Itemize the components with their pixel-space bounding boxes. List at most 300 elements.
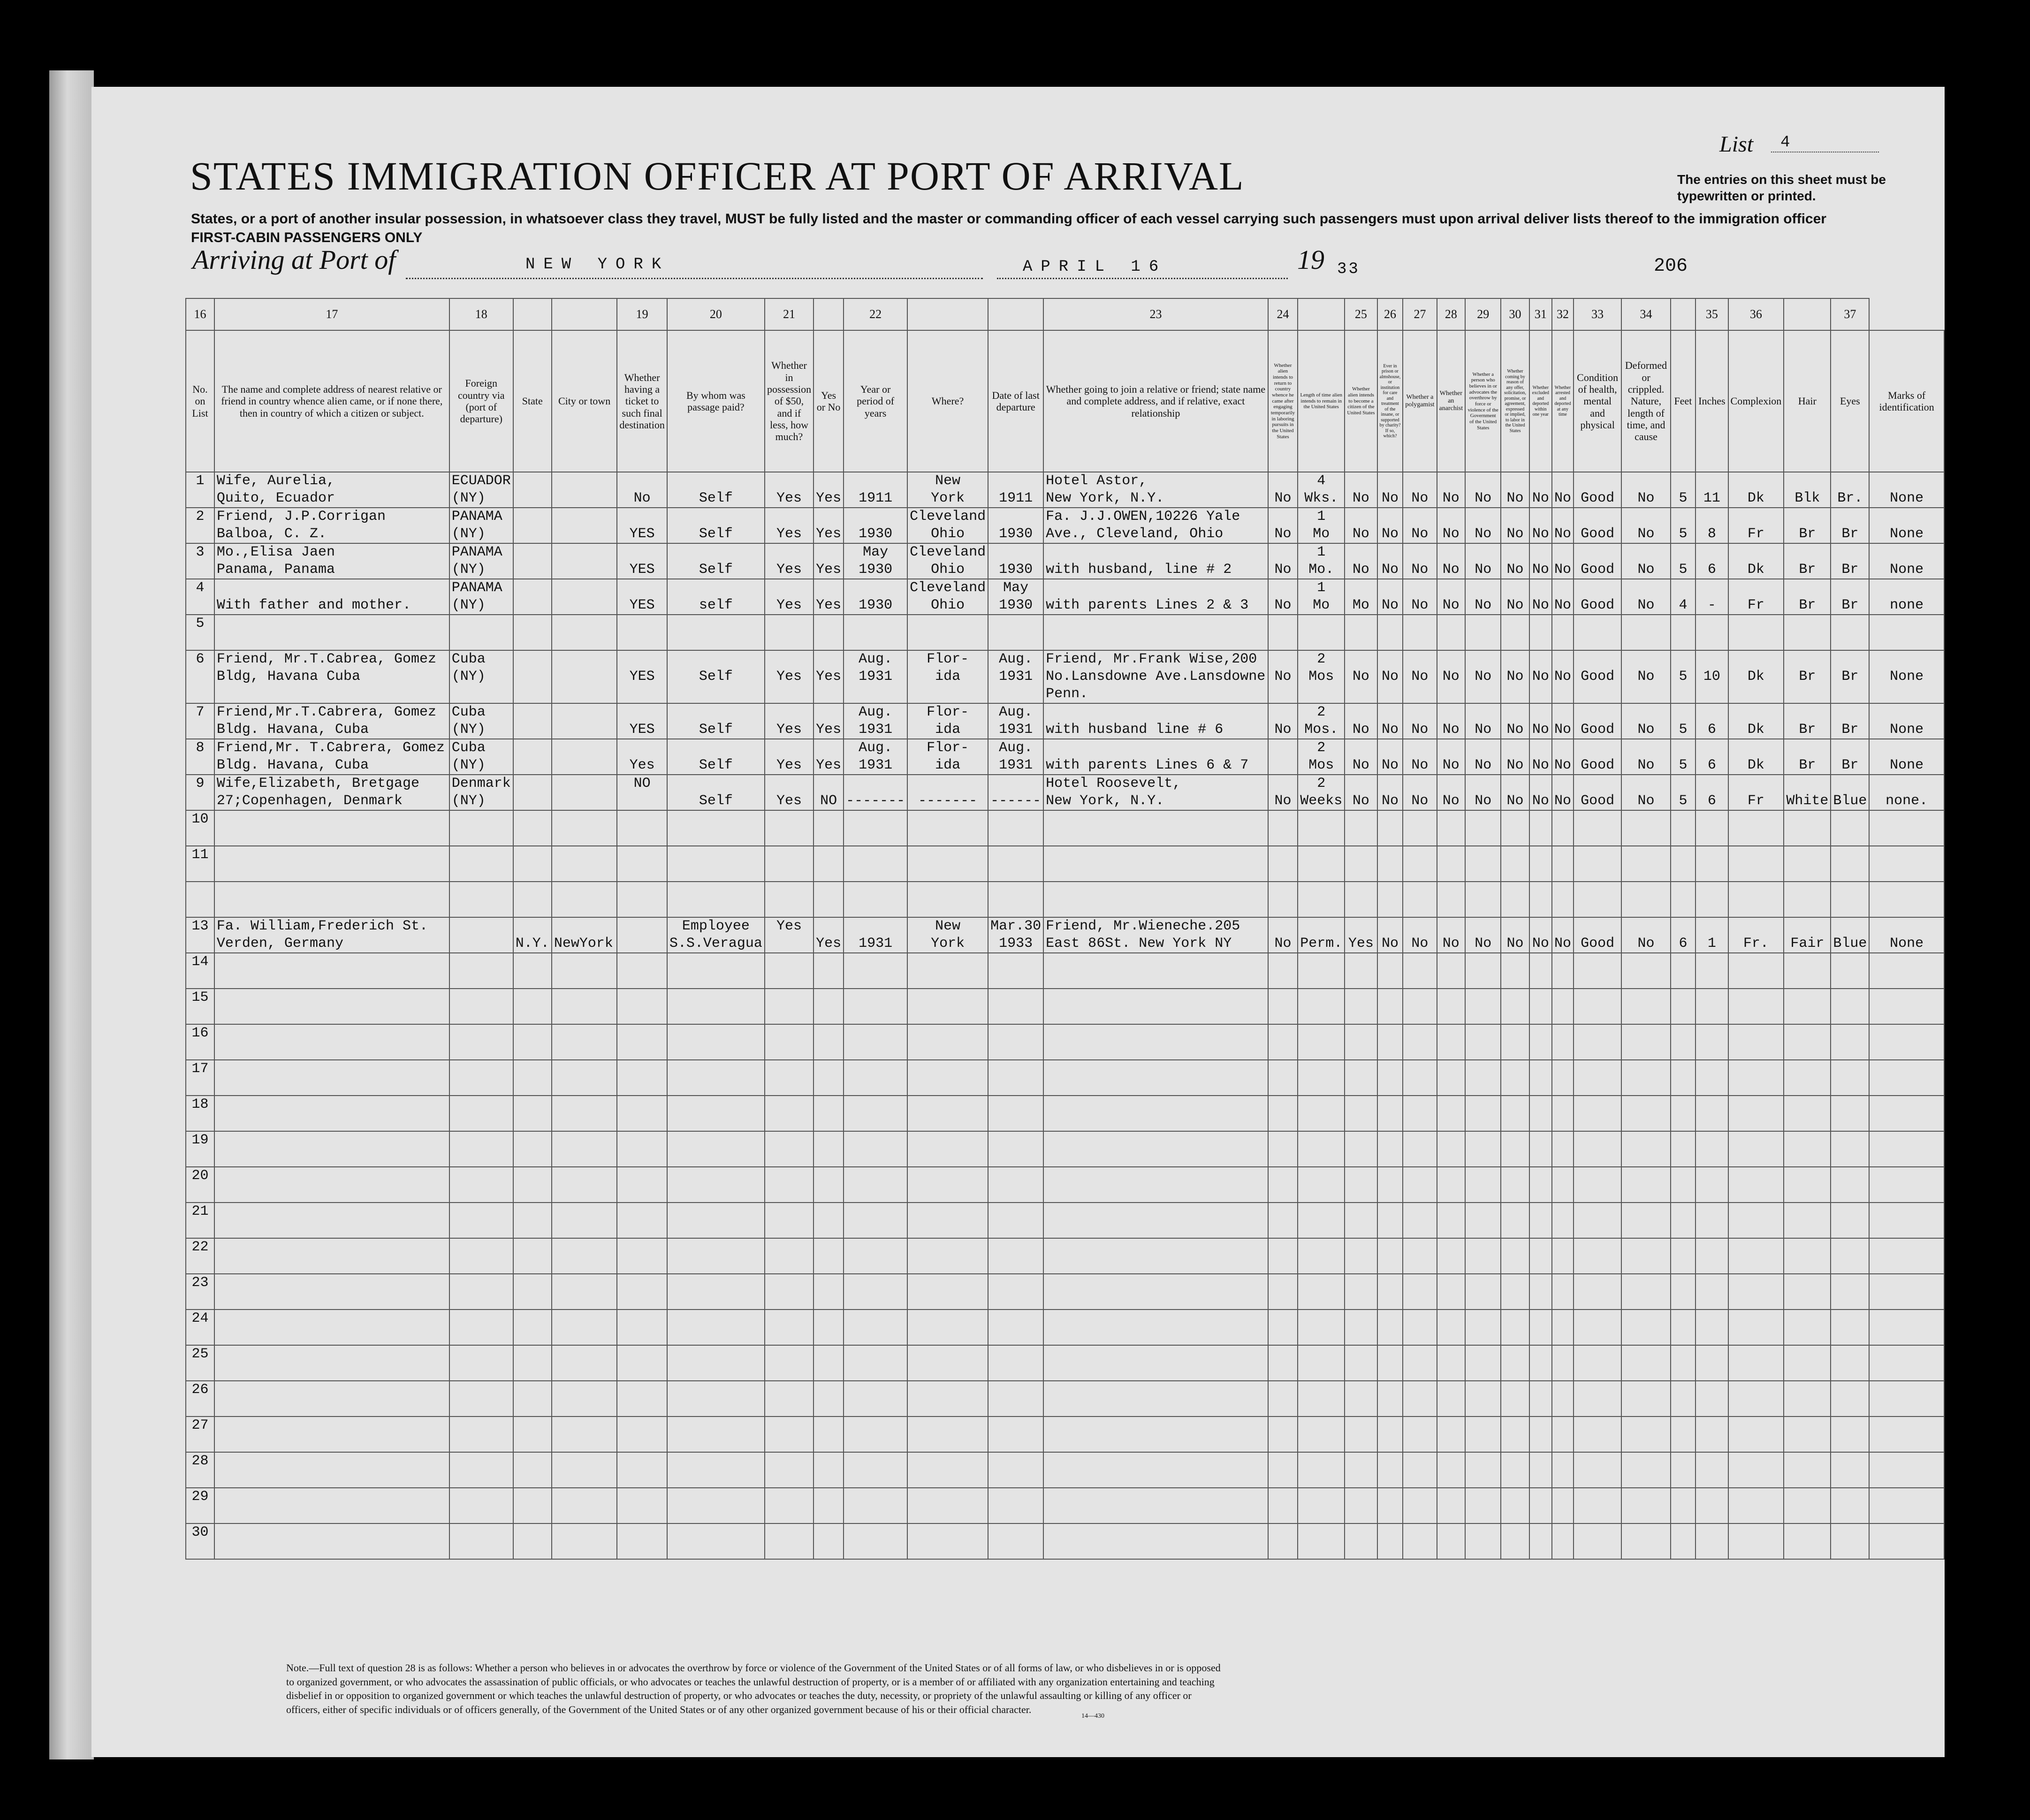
cell-money: [765, 1488, 814, 1523]
cell-hair-color: [1784, 989, 1831, 1024]
cell-labor-offer: No: [1501, 508, 1529, 543]
cell-purpose-length: [1298, 882, 1345, 917]
cell-money: [765, 989, 814, 1024]
cell-purpose-citizen: [1345, 1523, 1377, 1559]
cell-foreign-via: Cuba (NY): [449, 739, 513, 775]
cell-overthrow: [1465, 810, 1501, 846]
cell-dest-city: [552, 1238, 617, 1274]
cell-height-inches: -: [1695, 579, 1728, 615]
cell-list-number: 30: [186, 1523, 214, 1559]
cell-labor-offer: [1501, 1096, 1529, 1131]
cell-join-relative: [1043, 1203, 1268, 1238]
cell-deported: No: [1552, 650, 1574, 703]
cell-identification-marks: [1869, 1523, 1944, 1559]
cell-purpose-return: [1268, 1274, 1298, 1310]
cell-health: [1574, 1416, 1621, 1452]
cell-join-relative: Fa. J.J.OWEN,10226 Yale Ave., Cleveland, Ohio: [1043, 508, 1268, 543]
header-money: Whether in possession of $50, and if less, how much?: [765, 330, 814, 472]
cell-excluded: [1529, 953, 1552, 989]
cell-height-inches: 6: [1695, 543, 1728, 579]
cell-deported: No: [1552, 703, 1574, 739]
cell-labor-offer: [1501, 882, 1529, 917]
cell-passage-paid: [667, 1274, 765, 1310]
cell-relative-address: [214, 1238, 449, 1274]
cell-overthrow: [1465, 1167, 1501, 1203]
table-row: [186, 703, 1944, 739]
cell-money: [765, 1381, 814, 1416]
cell-identification-marks: [1869, 1381, 1944, 1416]
cell-height-feet: [1671, 1416, 1695, 1452]
table-row: [186, 1345, 1944, 1381]
table-row: [186, 917, 1944, 953]
header-relative-address: The name and complete address of nearest relative or friend in country whence alien came, or if none there, then in country of which a citizen or subject.: [214, 330, 449, 472]
cell-eye-color: Blue: [1831, 775, 1869, 810]
cell-before-date: [988, 1381, 1043, 1416]
cell-list-number: 26: [186, 1381, 214, 1416]
cell-dest-city: [552, 882, 617, 917]
cell-hair-color: Br: [1784, 739, 1831, 775]
cell-prison: [1377, 989, 1403, 1024]
cell-dest-city: [552, 775, 617, 810]
cell-identification-marks: None: [1869, 472, 1944, 508]
cell-labor-offer: [1501, 1523, 1529, 1559]
cell-anarchist: No: [1437, 739, 1466, 775]
cell-join-relative: [1043, 1024, 1268, 1060]
cell-ticket: [617, 1274, 667, 1310]
cell-overthrow: [1465, 1452, 1501, 1488]
cell-purpose-citizen: No: [1345, 739, 1377, 775]
header-overthrow: Whether a person who believes in or advocates the overthrow by force or violence of the Government of the United States: [1465, 330, 1501, 472]
cell-purpose-length: Perm.: [1298, 917, 1345, 953]
cell-before-date: Aug. 1931: [988, 739, 1043, 775]
cell-overthrow: [1465, 1096, 1501, 1131]
cell-deported: [1552, 1274, 1574, 1310]
cell-hair-color: [1784, 1131, 1831, 1167]
cell-relative-address: [214, 615, 449, 650]
cell-health: [1574, 882, 1621, 917]
cell-ticket: [617, 1096, 667, 1131]
cell-health: Good: [1574, 775, 1621, 810]
cell-health: [1574, 989, 1621, 1024]
cell-relative-address: [214, 1488, 449, 1523]
cell-height-inches: 6: [1695, 775, 1728, 810]
cell-dest-state: [513, 1488, 552, 1523]
column-number: 35: [1695, 298, 1728, 330]
cell-identification-marks: None: [1869, 917, 1944, 953]
cell-purpose-citizen: [1345, 846, 1377, 882]
cell-before-year: -------: [844, 775, 907, 810]
cell-eye-color: [1831, 810, 1869, 846]
cell-overthrow: No: [1465, 650, 1501, 703]
header-polygamist: Whether a polygamist: [1403, 330, 1437, 472]
cell-relative-address: [214, 1452, 449, 1488]
cell-health: [1574, 615, 1621, 650]
cell-deported: No: [1552, 543, 1574, 579]
cell-relative-address: [214, 1381, 449, 1416]
cell-anarchist: No: [1437, 917, 1466, 953]
cell-before-date: Aug. 1931: [988, 703, 1043, 739]
table-row: [186, 989, 1944, 1024]
cell-labor-offer: [1501, 1345, 1529, 1381]
cell-foreign-via: [449, 1488, 513, 1523]
cell-identification-marks: [1869, 1416, 1944, 1452]
cell-money: [765, 1274, 814, 1310]
table-row: [186, 1452, 1944, 1488]
cell-list-number: 8: [186, 739, 214, 775]
header-before-where: Where?: [907, 330, 988, 472]
cell-before-date: Aug. 1931: [988, 650, 1043, 703]
cell-before-yesno: [814, 1096, 844, 1131]
cell-height-inches: [1695, 1274, 1728, 1310]
cell-height-feet: 5: [1671, 739, 1695, 775]
cell-anarchist: No: [1437, 472, 1466, 508]
cell-excluded: [1529, 1131, 1552, 1167]
cell-prison: [1377, 1238, 1403, 1274]
cell-before-yesno: [814, 615, 844, 650]
cell-prison: No: [1377, 703, 1403, 739]
cell-prison: [1377, 846, 1403, 882]
cell-dest-state: [513, 739, 552, 775]
cell-before-year: 1911: [844, 472, 907, 508]
cell-complexion: [1728, 1274, 1784, 1310]
cell-before-where: Cleveland Ohio: [907, 508, 988, 543]
cell-money: [765, 1060, 814, 1096]
cell-height-inches: [1695, 1310, 1728, 1345]
cell-before-yesno: [814, 1416, 844, 1452]
cell-identification-marks: [1869, 1452, 1944, 1488]
cell-money: Yes: [765, 543, 814, 579]
cell-hair-color: Br: [1784, 579, 1831, 615]
cell-before-date: [988, 1024, 1043, 1060]
cell-money: [765, 1416, 814, 1452]
cell-foreign-via: PANAMA (NY): [449, 543, 513, 579]
cell-prison: No: [1377, 543, 1403, 579]
cell-prison: [1377, 1345, 1403, 1381]
cell-before-yesno: [814, 1060, 844, 1096]
cell-purpose-return: [1268, 615, 1298, 650]
cell-foreign-via: [449, 917, 513, 953]
cell-health: [1574, 810, 1621, 846]
cell-dest-city: NewYork: [552, 917, 617, 953]
cell-prison: No: [1377, 739, 1403, 775]
cell-before-yesno: Yes: [814, 703, 844, 739]
cell-health: Good: [1574, 739, 1621, 775]
cell-list-number: 4: [186, 579, 214, 615]
cell-before-where: Cleveland Ohio: [907, 579, 988, 615]
cell-purpose-citizen: No: [1345, 543, 1377, 579]
cell-labor-offer: [1501, 1024, 1529, 1060]
cell-ticket: Yes: [617, 739, 667, 775]
cell-before-where: Flor- ida: [907, 739, 988, 775]
cell-money: [765, 1203, 814, 1238]
cell-deformed: [1621, 1381, 1670, 1416]
cell-height-inches: [1695, 615, 1728, 650]
cell-deformed: [1621, 1488, 1670, 1523]
cell-foreign-via: [449, 615, 513, 650]
cell-complexion: [1728, 1024, 1784, 1060]
header-purpose-citizen: Whether alien intends to become a citizen of the United States: [1345, 330, 1377, 472]
cell-dest-state: [513, 615, 552, 650]
cell-prison: [1377, 1096, 1403, 1131]
cell-before-where: [907, 989, 988, 1024]
column-number: 18: [449, 298, 513, 330]
cell-passage-paid: Self: [667, 543, 765, 579]
cell-height-inches: [1695, 1024, 1728, 1060]
cell-before-yesno: Yes: [814, 579, 844, 615]
cell-purpose-length: [1298, 1096, 1345, 1131]
cell-before-date: [988, 1488, 1043, 1523]
header-prison: Ever in prison or almshouse, or institution for care and treatment of the insane, or supported by charity? If so, which?: [1377, 330, 1403, 472]
cell-before-year: 1930: [844, 579, 907, 615]
cell-eye-color: [1831, 989, 1869, 1024]
table-row: [186, 1381, 1944, 1416]
cell-before-yesno: [814, 1274, 844, 1310]
cell-polygamist: No: [1403, 775, 1437, 810]
cell-before-date: [988, 615, 1043, 650]
cell-identification-marks: [1869, 1060, 1944, 1096]
cell-purpose-citizen: [1345, 1416, 1377, 1452]
cell-before-where: [907, 615, 988, 650]
cell-purpose-citizen: [1345, 1452, 1377, 1488]
cell-height-feet: [1671, 1203, 1695, 1238]
cell-eye-color: [1831, 1488, 1869, 1523]
cell-height-inches: [1695, 1238, 1728, 1274]
cell-relative-address: Friend,Mr. T.Cabrera, Gomez Bldg. Havana, Cuba: [214, 739, 449, 775]
header-before-yesno: Yes or No: [814, 330, 844, 472]
cell-relative-address: With father and mother.: [214, 579, 449, 615]
cell-prison: [1377, 1274, 1403, 1310]
header-deported: Whether arrested and deported at any time: [1552, 330, 1574, 472]
cell-purpose-return: [1268, 1488, 1298, 1523]
cell-purpose-length: [1298, 953, 1345, 989]
cell-excluded: [1529, 1238, 1552, 1274]
cell-dest-city: [552, 1416, 617, 1452]
cell-height-feet: [1671, 1131, 1695, 1167]
cell-relative-address: [214, 1416, 449, 1452]
cell-join-relative: [1043, 1167, 1268, 1203]
cell-prison: [1377, 953, 1403, 989]
cell-hair-color: White: [1784, 775, 1831, 810]
cell-before-year: [844, 989, 907, 1024]
cell-excluded: No: [1529, 472, 1552, 508]
cell-purpose-citizen: [1345, 1345, 1377, 1381]
cell-deformed: No: [1621, 543, 1670, 579]
cell-passage-paid: [667, 1060, 765, 1096]
column-number: [513, 298, 552, 330]
cell-height-inches: [1695, 882, 1728, 917]
column-number: 30: [1501, 298, 1529, 330]
cell-relative-address: [214, 1274, 449, 1310]
cell-purpose-return: No: [1268, 917, 1298, 953]
cell-list-number: 28: [186, 1452, 214, 1488]
cell-eye-color: [1831, 846, 1869, 882]
cell-height-feet: [1671, 1167, 1695, 1203]
cell-before-yesno: [814, 1310, 844, 1345]
cell-before-yesno: [814, 989, 844, 1024]
cell-before-date: 1930: [988, 543, 1043, 579]
cell-dest-city: [552, 1452, 617, 1488]
cell-excluded: No: [1529, 650, 1552, 703]
table-row: [186, 775, 1944, 810]
cell-before-year: [844, 1274, 907, 1310]
cell-anarchist: No: [1437, 703, 1466, 739]
cell-passage-paid: [667, 989, 765, 1024]
header-foreign-via: Foreign country via (port of departure): [449, 330, 513, 472]
cell-before-yesno: NO: [814, 775, 844, 810]
cell-overthrow: [1465, 1523, 1501, 1559]
cell-dest-state: [513, 1167, 552, 1203]
cell-ticket: [617, 1452, 667, 1488]
table-row: [186, 1488, 1944, 1523]
cell-before-where: New York: [907, 917, 988, 953]
cell-overthrow: [1465, 953, 1501, 989]
cell-identification-marks: None: [1869, 508, 1944, 543]
cell-deported: [1552, 989, 1574, 1024]
cell-excluded: No: [1529, 508, 1552, 543]
arrival-date: APRIL 16: [1023, 258, 1167, 276]
cell-labor-offer: [1501, 1310, 1529, 1345]
cell-height-inches: [1695, 1203, 1728, 1238]
cell-eye-color: [1831, 882, 1869, 917]
cell-polygamist: [1403, 1452, 1437, 1488]
cell-foreign-via: [449, 1024, 513, 1060]
cell-eye-color: Br: [1831, 650, 1869, 703]
cell-money: [765, 615, 814, 650]
cell-deported: No: [1552, 579, 1574, 615]
cell-join-relative: [1043, 1238, 1268, 1274]
cell-dest-city: [552, 1131, 617, 1167]
cell-ticket: [617, 953, 667, 989]
cell-ticket: [617, 917, 667, 953]
cell-before-date: [988, 1203, 1043, 1238]
cell-before-where: Flor- ida: [907, 650, 988, 703]
cell-prison: [1377, 1416, 1403, 1452]
cell-anarchist: [1437, 1203, 1466, 1238]
cell-labor-offer: [1501, 1131, 1529, 1167]
cell-complexion: [1728, 615, 1784, 650]
cell-overthrow: [1465, 1416, 1501, 1452]
cell-foreign-via: [449, 846, 513, 882]
cell-deformed: [1621, 1096, 1670, 1131]
cell-before-where: [907, 1452, 988, 1488]
cell-health: Good: [1574, 703, 1621, 739]
cell-purpose-length: [1298, 1238, 1345, 1274]
cell-dest-state: [513, 1523, 552, 1559]
cell-deformed: [1621, 882, 1670, 917]
cell-deformed: [1621, 1203, 1670, 1238]
cell-complexion: Dk: [1728, 703, 1784, 739]
cell-prison: [1377, 1452, 1403, 1488]
cell-polygamist: [1403, 810, 1437, 846]
cell-complexion: [1728, 1238, 1784, 1274]
cell-height-feet: [1671, 846, 1695, 882]
cell-before-year: Aug. 1931: [844, 703, 907, 739]
cell-dest-state: [513, 1060, 552, 1096]
cell-deported: [1552, 1310, 1574, 1345]
cell-deported: [1552, 1452, 1574, 1488]
cell-ticket: YES: [617, 579, 667, 615]
cell-height-feet: [1671, 989, 1695, 1024]
cell-dest-state: [513, 508, 552, 543]
cell-deported: [1552, 615, 1574, 650]
cell-health: Good: [1574, 650, 1621, 703]
cell-complexion: [1728, 1131, 1784, 1167]
cell-labor-offer: No: [1501, 917, 1529, 953]
cell-excluded: No: [1529, 579, 1552, 615]
cell-purpose-citizen: [1345, 615, 1377, 650]
cell-overthrow: [1465, 1238, 1501, 1274]
cell-anarchist: [1437, 1167, 1466, 1203]
cell-identification-marks: [1869, 846, 1944, 882]
cell-list-number: 19: [186, 1131, 214, 1167]
column-number: [1298, 298, 1345, 330]
cell-labor-offer: [1501, 1381, 1529, 1416]
cell-polygamist: [1403, 1310, 1437, 1345]
cell-passage-paid: [667, 1167, 765, 1203]
arriving-port-label: Arriving at Port of: [192, 244, 396, 275]
cell-polygamist: No: [1403, 917, 1437, 953]
cell-overthrow: [1465, 882, 1501, 917]
cell-relative-address: [214, 882, 449, 917]
cell-eye-color: Blue: [1831, 917, 1869, 953]
cell-passage-paid: Employee S.S.Veragua: [667, 917, 765, 953]
cell-purpose-length: 1 Mo: [1298, 508, 1345, 543]
cell-foreign-via: [449, 1523, 513, 1559]
cell-polygamist: [1403, 1203, 1437, 1238]
cell-passage-paid: Self: [667, 739, 765, 775]
cell-health: [1574, 1381, 1621, 1416]
cell-identification-marks: [1869, 1167, 1944, 1203]
cell-passage-paid: [667, 1131, 765, 1167]
cell-labor-offer: No: [1501, 579, 1529, 615]
cell-dest-city: [552, 1203, 617, 1238]
cell-prison: No: [1377, 917, 1403, 953]
cell-height-inches: 1: [1695, 917, 1728, 953]
header-height-feet: Feet: [1671, 330, 1695, 472]
cell-foreign-via: [449, 1274, 513, 1310]
cell-list-number: 20: [186, 1167, 214, 1203]
cell-height-feet: [1671, 1310, 1695, 1345]
cell-foreign-via: [449, 1452, 513, 1488]
cell-labor-offer: [1501, 989, 1529, 1024]
cell-deformed: [1621, 810, 1670, 846]
cell-before-date: [988, 1131, 1043, 1167]
cell-eye-color: [1831, 1416, 1869, 1452]
cell-foreign-via: Cuba (NY): [449, 650, 513, 703]
binding-strip: [49, 70, 94, 1759]
cell-labor-offer: No: [1501, 543, 1529, 579]
cell-excluded: [1529, 1523, 1552, 1559]
cell-excluded: No: [1529, 739, 1552, 775]
cell-dest-state: [513, 1096, 552, 1131]
cell-before-date: [988, 953, 1043, 989]
cell-before-year: [844, 1238, 907, 1274]
cell-before-date: 1911: [988, 472, 1043, 508]
cell-before-yesno: [814, 1345, 844, 1381]
cell-before-where: [907, 1381, 988, 1416]
cell-height-feet: [1671, 1523, 1695, 1559]
cell-anarchist: [1437, 846, 1466, 882]
cell-before-year: [844, 810, 907, 846]
cell-hair-color: Br: [1784, 508, 1831, 543]
cell-passage-paid: [667, 1345, 765, 1381]
cell-health: [1574, 1488, 1621, 1523]
cell-deformed: [1621, 1167, 1670, 1203]
cell-purpose-return: No: [1268, 775, 1298, 810]
cell-dest-city: [552, 989, 617, 1024]
page-number: 206: [1654, 256, 1688, 277]
cell-overthrow: No: [1465, 917, 1501, 953]
